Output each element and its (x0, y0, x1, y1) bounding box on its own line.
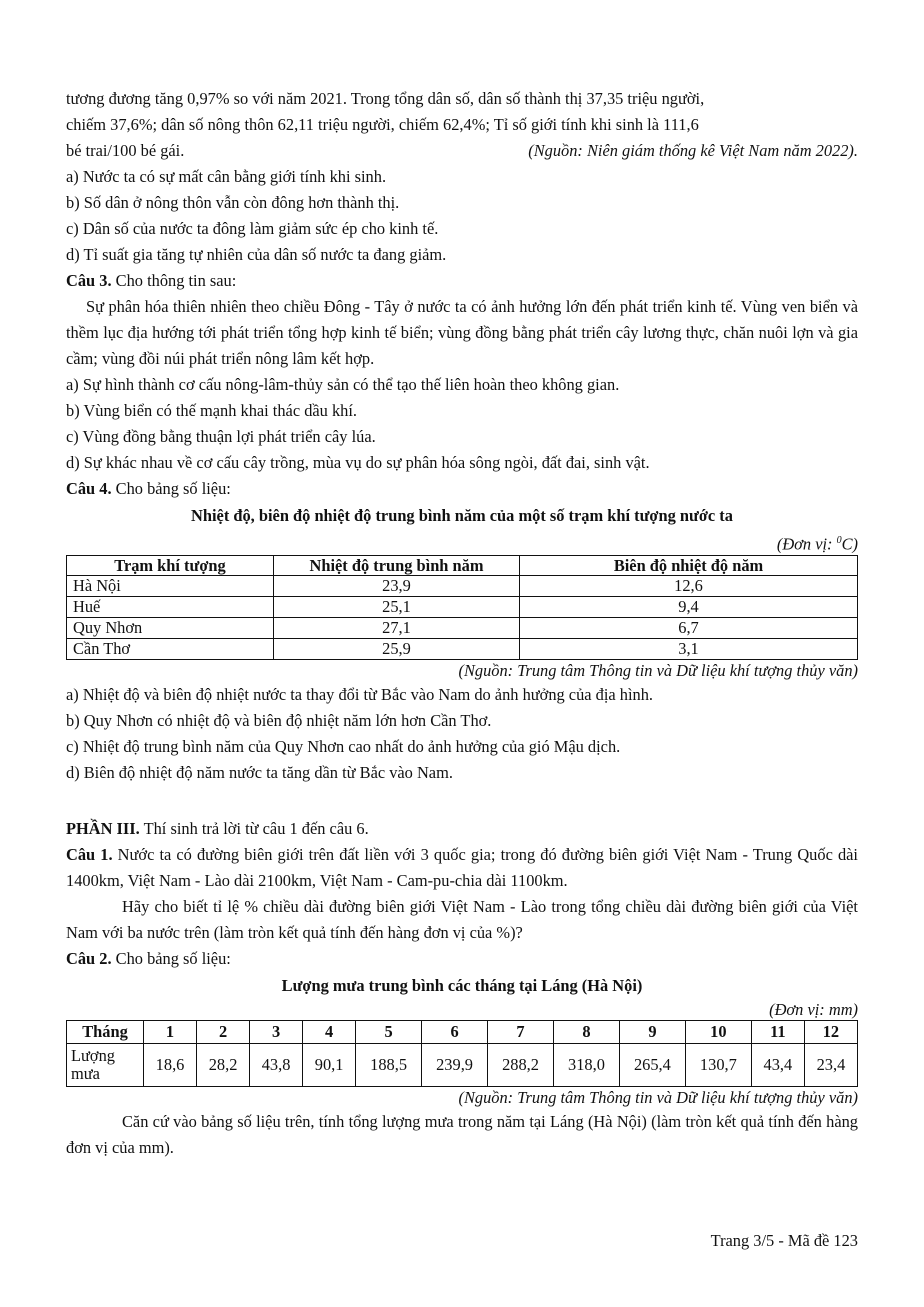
part3-q2-heading (66, 946, 858, 972)
station-name: Cần Thơ (67, 639, 274, 660)
month-header: 7 (488, 1021, 554, 1044)
part3-label: PHẦN III. (66, 819, 140, 839)
q4-unit-sup: 0 (836, 535, 842, 546)
q4-unit (66, 530, 858, 555)
q3-lead: Cho thông tin sau: (111, 271, 237, 290)
month-header: 11 (751, 1021, 804, 1044)
amplitude: 3,1 (520, 639, 858, 660)
q3-option-a: a) Sự hình thành cơ cấu nông-lâm-thủy sản có thể tạo thế liên hoàn theo không gian. (66, 375, 620, 394)
q3-label: Câu 3. (66, 271, 112, 290)
part3-lead: Thí sinh trả lời từ câu 1 đến câu 6. (139, 819, 369, 839)
avg-temp: 25,9 (274, 639, 520, 660)
table-row (67, 597, 858, 618)
month-header: 6 (422, 1021, 488, 1044)
temperature-table (66, 555, 858, 660)
rainfall-value: 90,1 (303, 1044, 356, 1087)
rainfall-value: 188,5 (356, 1044, 422, 1087)
intro-option-c: c) Dân số của nước ta đông làm giảm sức ép cho kinh tế. (66, 219, 439, 238)
part3-q1 (66, 842, 858, 894)
intro-option-a: a) Nước ta có sự mất cân bằng giới tính khi sinh. (66, 167, 387, 186)
rainfall-value: 318,0 (553, 1044, 619, 1087)
rainfall-row-label: Lượng mưa (67, 1044, 144, 1087)
rainfall-value: 28,2 (197, 1044, 250, 1087)
avg-temp: 27,1 (274, 618, 520, 639)
rainfall-value: 43,8 (250, 1044, 303, 1087)
month-header-label: Tháng (67, 1021, 144, 1044)
rainfall-table-title: Lượng mưa trung bình các tháng tại Láng (Hà Nội) (281, 976, 643, 996)
rainfall-table (66, 1020, 858, 1087)
q3-heading (66, 268, 858, 294)
intro-option-d: d) Tỉ suất gia tăng tự nhiên của dân số nước ta đang giảm. (66, 245, 447, 264)
rainfall-value: 23,4 (804, 1044, 857, 1087)
rainfall-value: 18,6 (144, 1044, 197, 1087)
rainfall-value: 288,2 (488, 1044, 554, 1087)
part3-heading (66, 816, 858, 842)
table-row (67, 576, 858, 597)
document-page (66, 86, 858, 1161)
table-header-row (67, 556, 858, 576)
part3-q2-label: Câu 2. (66, 949, 112, 969)
q4-label: Câu 4. (66, 479, 112, 498)
intro-line-1: tương đương tăng 0,97% so với năm 2021. Trong tổng dân số, dân số thành thị 37,35 triệu người, (66, 89, 705, 108)
avg-temp: 25,1 (274, 597, 520, 618)
month-header: 9 (619, 1021, 685, 1044)
month-header: 8 (553, 1021, 619, 1044)
q4-table-title: Nhiệt độ, biên độ nhiệt độ trung bình năm của một số trạm khí tượng nước ta (191, 506, 733, 525)
rainfall-value: 130,7 (685, 1044, 751, 1087)
rainfall-value: 239,9 (422, 1044, 488, 1087)
month-header: 10 (685, 1021, 751, 1044)
q3-option-b: b) Vùng biển có thế mạnh khai thác dầu khí. (66, 401, 358, 420)
q4-lead: Cho bảng số liệu: (111, 479, 231, 498)
part3-q1-text: Nước ta có đường biên giới trên đất liền với 3 quốc gia; trong đó đường biên giới Việt Nam - Trung Quốc dài 1400km, Việt Nam - Lào dài 2100km, Việt Nam - Cam-pu-chia dài 1100km. (66, 845, 858, 891)
amplitude: 6,7 (520, 618, 858, 639)
avg-temp: 23,9 (274, 576, 520, 597)
part3-q2-question: Căn cứ vào bảng số liệu trên, tính tổng lượng mưa trong năm tại Láng (Hà Nội) (làm tròn kết quả tính đến hàng đơn vị của mm). (66, 1112, 858, 1158)
intro-option-b: b) Số dân ở nông thôn vẫn còn đông hơn thành thị. (66, 193, 400, 212)
rainfall-value: 265,4 (619, 1044, 685, 1087)
amplitude: 12,6 (520, 576, 858, 597)
part3-q2-lead: Cho bảng số liệu: (111, 949, 231, 969)
intro-line-3 (66, 138, 858, 164)
intro-line-2: chiếm 37,6%; dân số nông thôn 62,11 triệu người, chiếm 62,4%; Tỉ số giới tính khi sinh là 111,6 (66, 115, 699, 134)
station-name: Quy Nhơn (67, 618, 274, 639)
q4-option-b: b) Quy Nhơn có nhiệt độ và biên độ nhiệt năm lớn hơn Cần Thơ. (66, 711, 492, 731)
table-header-row (67, 1021, 858, 1044)
month-header: 4 (303, 1021, 356, 1044)
month-header: 3 (250, 1021, 303, 1044)
q4-option-a: a) Nhiệt độ và biên độ nhiệt nước ta thay đổi từ Bắc vào Nam do ảnh hưởng của địa hình. (66, 685, 654, 705)
rainfall-value: 43,4 (751, 1044, 804, 1087)
intro-line-3-text: bé trai/100 bé gái. (66, 141, 185, 160)
section-gap (66, 786, 858, 816)
month-header: 12 (804, 1021, 857, 1044)
rainfall-unit: (Đơn vị: mm) (769, 1000, 858, 1020)
q4-heading (66, 476, 858, 502)
col-header-amplitude: Biên độ nhiệt độ năm (520, 556, 858, 576)
month-header: 2 (197, 1021, 250, 1044)
rainfall-source: (Nguồn: Trung tâm Thông tin và Dữ liệu khí tượng thủy văn) (458, 1088, 858, 1108)
q4-unit-suffix: C) (841, 534, 858, 554)
q4-unit-prefix: (Đơn vị: (776, 534, 837, 554)
amplitude: 9,4 (520, 597, 858, 618)
part3-q1-label: Câu 1. (66, 845, 113, 865)
intro-source: (Nguồn: Niên giám thống kê Việt Nam năm 2022). (528, 141, 858, 160)
q3-option-c: c) Vùng đồng bằng thuận lợi phát triển cây lúa. (66, 427, 376, 446)
q3-paragraph: Sự phân hóa thiên nhiên theo chiều Đông - Tây ở nước ta có ảnh hưởng lớn đến phát triển kinh tế. Vùng ven biển và thềm lục địa hướng tới phát triển tổng hợp kinh tế biển; vùng đồng bằng phát triển cây lương thực, chăn nuôi lợn và gia cầm; vùng đồi núi phát triển nông lâm kết hợp. (66, 297, 858, 368)
q4-option-c: c) Nhiệt độ trung bình năm của Quy Nhơn cao nhất do ảnh hưởng của gió Mậu dịch. (66, 737, 621, 757)
station-name: Hà Nội (67, 576, 274, 597)
q4-option-d: d) Biên độ nhiệt độ năm nước ta tăng dần từ Bắc vào Nam. (66, 763, 453, 783)
part3-q1-question: Hãy cho biết tỉ lệ % chiều dài đường biên giới Việt Nam - Lào trong tổng chiều dài đường biên giới của Việt Nam với ba nước trên (làm tròn kết quả tính đến hàng đơn vị của %)? (66, 897, 858, 943)
q3-option-d: d) Sự khác nhau về cơ cấu cây trồng, mùa vụ do sự phân hóa sông ngòi, đất đai, sinh vật. (66, 453, 650, 472)
table-row (67, 618, 858, 639)
month-header: 1 (144, 1021, 197, 1044)
table-row (67, 1044, 858, 1087)
station-name: Huế (67, 597, 274, 618)
page-footer: Trang 3/5 - Mã đề 123 (710, 1231, 858, 1250)
col-header-station: Trạm khí tượng (67, 556, 274, 576)
q4-source: (Nguồn: Trung tâm Thông tin và Dữ liệu khí tượng thủy văn) (458, 661, 858, 681)
table-row (67, 639, 858, 660)
col-header-avg-temp: Nhiệt độ trung bình năm (274, 556, 520, 576)
month-header: 5 (356, 1021, 422, 1044)
